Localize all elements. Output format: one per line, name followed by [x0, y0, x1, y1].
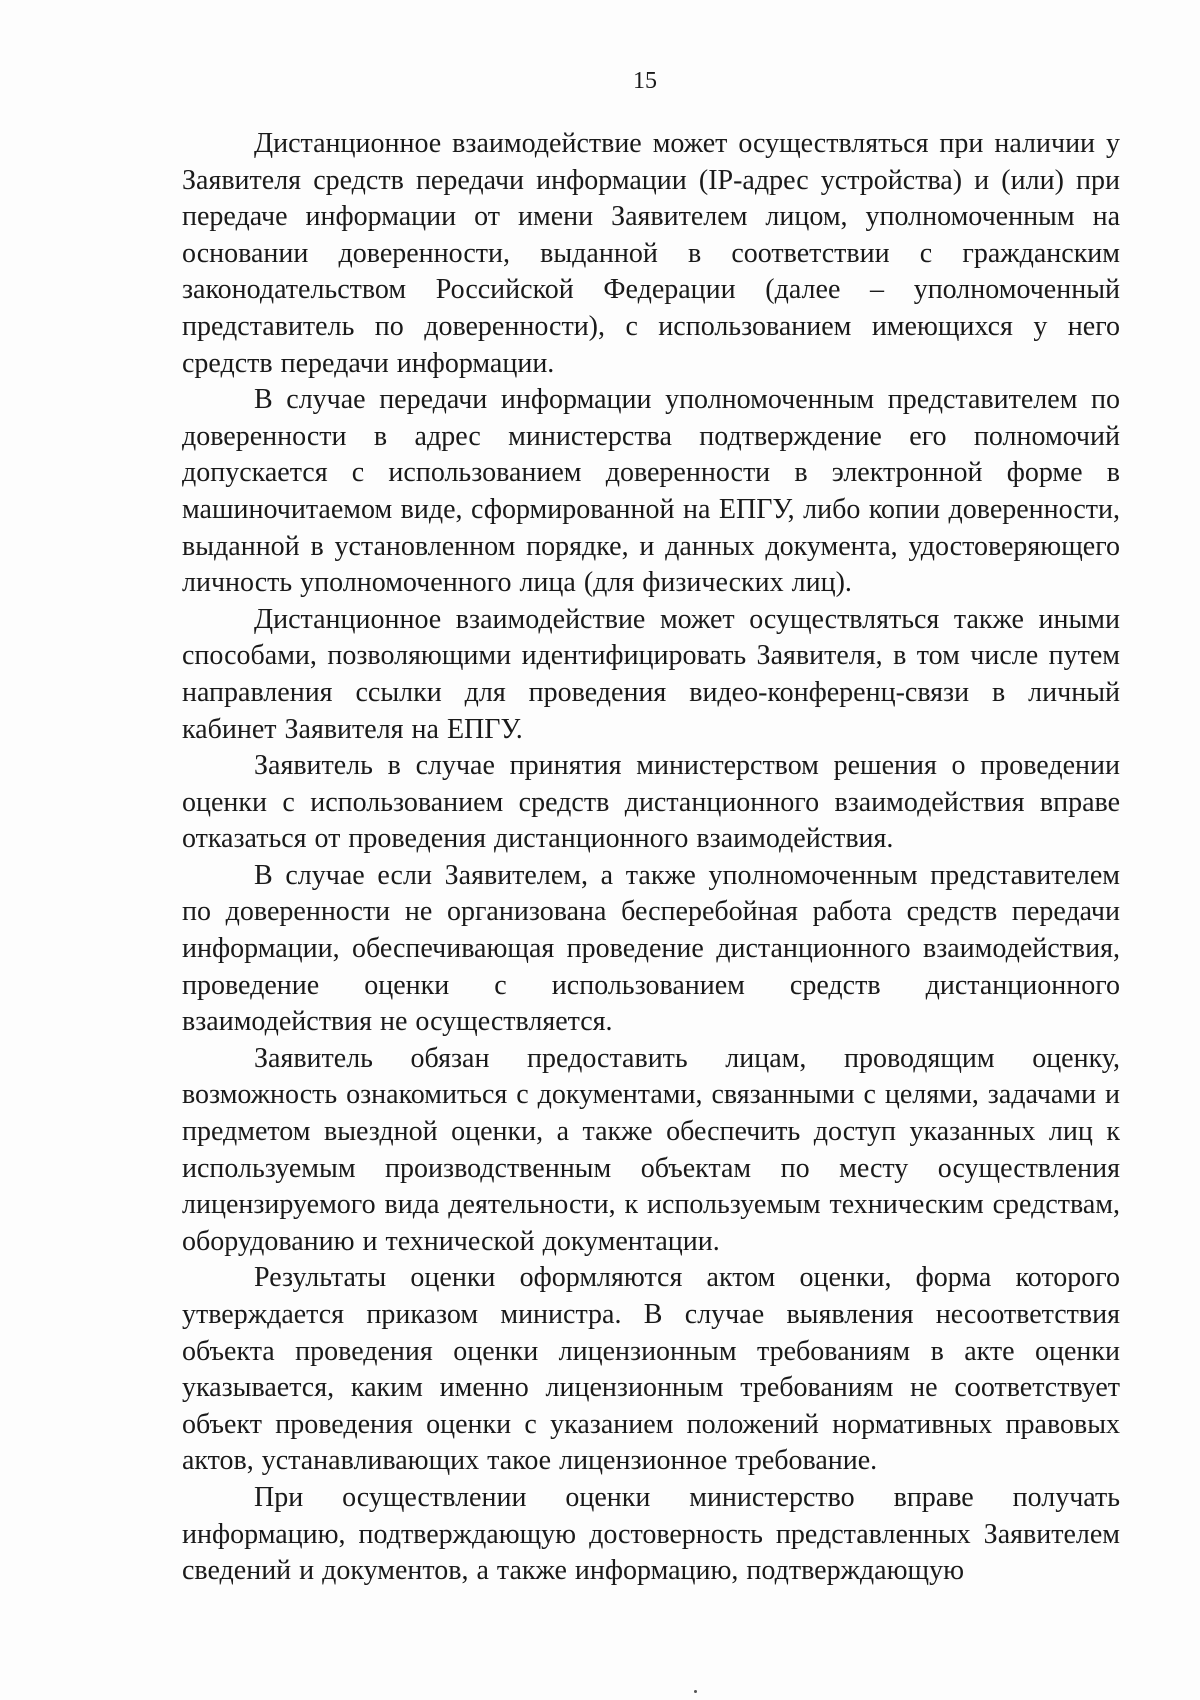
paragraph-applicant-obligations: Заявитель обязан предоставить лицам, проводящим оценку, возможность ознакомиться с документами, связанными с целями, задачами и предметом выездной оценки, а также обеспечить доступ указанных лиц к используемым производственным объектам по месту осуществления лицензируемого вида деятельности, к используемым техническим средствам, оборудованию и технической документации. [182, 1042, 1120, 1257]
paragraph-assessment-results: Результаты оценки оформляются актом оценки, форма которого утверждается приказом министра. В случае выявления несоответствия объекта проведения оценки лицензионным требованиям в акте оценки указывается, каким именно лицензионным требованиям не соответствует объект проведения оценки с указанием положений нормативных правовых актов, устанавливающих такое лицензионное требование. [182, 1262, 1120, 1477]
paragraph-representative-authority: В случае передачи информации уполномоченным представителем по доверенности в адрес министерства подтверждение его полномочий допускается с использованием доверенности в электронной форме в машиночитаемом виде, сформированной на ЕПГУ, либо копии доверенности, выданной в установленном порядке, и данных документа, удостоверяющего личность уполномоченного лица (для физических лиц). [182, 384, 1120, 599]
paragraph-ministry-rights: При осуществлении оценки министерство вправе получать информацию, подтверждающую достоверность представленных Заявителем сведений и документов, а также информацию, подтверждающую [182, 1481, 1120, 1587]
paragraph-right-to-refuse: Заявитель в случае принятия министерством решения о проведении оценки с использованием средств дистанционного взаимодействия вправе отказаться от проведения дистанционного взаимодействия. [182, 750, 1120, 855]
paragraph-no-stable-connection: В случае если Заявителем, а также уполномоченным представителем по доверенности не организована бесперебойная работа средств передачи информации, обеспечивающая проведение дистанционного взаимодействия, проведение оценки с использованием средств дистанционного взаимодействия не осуществляется. [182, 859, 1120, 1038]
paragraph-other-remote-methods: Дистанционное взаимодействие может осуществляться также иными способами, позволяющими идентифицировать Заявителя, в том числе путем направления ссылки для проведения видео-конференц-связи в личный кабинет Заявителя на ЕПГУ. [182, 603, 1120, 745]
scan-artifact [694, 1690, 697, 1693]
document-body [182, 126, 1120, 1590]
page-number: 15 [633, 68, 657, 94]
paragraph-remote-interaction-conditions: Дистанционное взаимодействие может осуществляться при наличии у Заявителя средств передачи информации (IP-адрес устройства) и (или) при передаче информации от имени Заявителем лицом, уполномоченным на основании доверенности, выданной в соответствии с гражданским законодательством Российской Федерации (далее – уполномоченный представитель по доверенности), с использованием имеющихся у него средств передачи информации. [182, 128, 1120, 379]
